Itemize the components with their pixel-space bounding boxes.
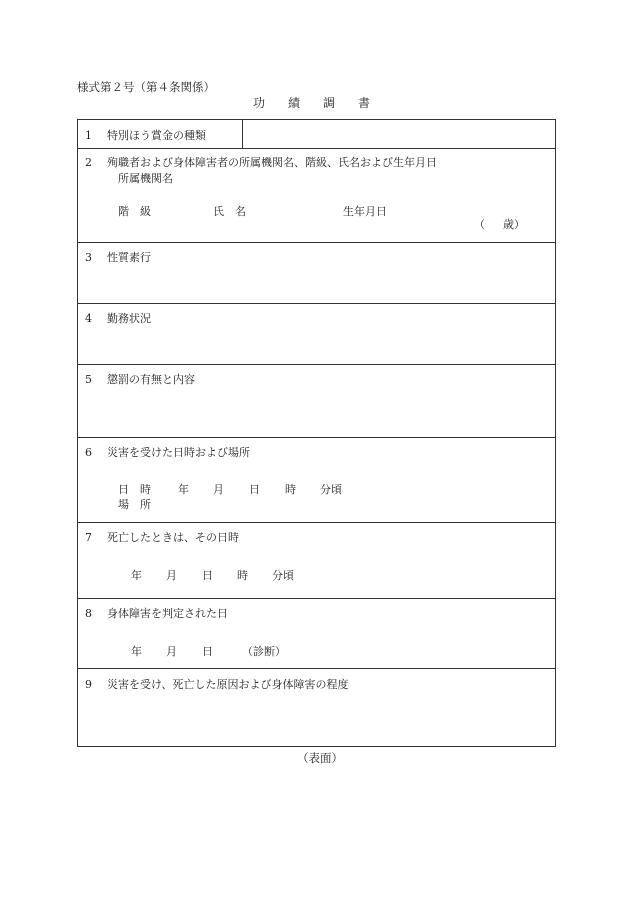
row-number: 5 bbox=[85, 373, 92, 386]
row-divider bbox=[77, 437, 556, 438]
death-minute-unit: 分頃 bbox=[272, 569, 294, 582]
birthdate-label: 生年月日 bbox=[343, 205, 387, 218]
row-title: 特別ほう賞金の種類 bbox=[107, 129, 206, 142]
row-divider bbox=[77, 668, 556, 669]
row-8-label bbox=[85, 607, 228, 620]
incident-datetime-label: 日 時 bbox=[118, 483, 151, 496]
row-title: 殉職者および身体障害者の所属機関名、階級、氏名および生年月日 bbox=[107, 156, 437, 169]
death-hour-unit: 時 bbox=[237, 569, 248, 582]
row-1-label bbox=[85, 129, 206, 142]
incident-day-unit: 日 bbox=[249, 483, 260, 496]
title-char: 功 bbox=[253, 96, 266, 110]
row-number: 1 bbox=[85, 129, 92, 142]
row-number: 3 bbox=[85, 251, 92, 264]
incident-year-unit: 年 bbox=[178, 483, 189, 496]
incident-hour-unit: 時 bbox=[285, 483, 296, 496]
diagnosis-label: （診断） bbox=[242, 645, 286, 658]
row-4-label bbox=[85, 312, 151, 325]
row-6-label bbox=[85, 446, 250, 459]
document-title bbox=[253, 97, 370, 110]
form-number: 様式第２号（第４条関係） bbox=[77, 80, 215, 94]
row-divider bbox=[77, 522, 556, 523]
award-type-field[interactable] bbox=[244, 121, 555, 147]
title-char: 書 bbox=[358, 96, 371, 110]
row-divider bbox=[77, 303, 556, 304]
row-2-label bbox=[85, 156, 437, 169]
row-number: 7 bbox=[85, 531, 92, 544]
row-5-label bbox=[85, 373, 195, 386]
incident-month-unit: 月 bbox=[213, 483, 224, 496]
row-title: 身体障害を判定された日 bbox=[107, 607, 228, 620]
row-divider bbox=[77, 598, 556, 599]
row-3-label bbox=[85, 251, 151, 264]
row-title: 死亡したときは、その日時 bbox=[107, 531, 239, 544]
death-month-unit: 月 bbox=[166, 569, 177, 582]
death-day-unit: 日 bbox=[202, 569, 213, 582]
disability-month-unit: 月 bbox=[166, 645, 177, 658]
incident-minute-unit: 分頃 bbox=[320, 483, 342, 496]
row-title: 懲罰の有無と内容 bbox=[107, 373, 195, 386]
death-year-unit: 年 bbox=[131, 569, 142, 582]
affiliation-label: 所属機関名 bbox=[118, 172, 173, 185]
row-divider bbox=[77, 364, 556, 365]
row-9-label bbox=[85, 678, 349, 691]
row-number: 8 bbox=[85, 607, 92, 620]
incident-place-label: 場 所 bbox=[118, 498, 151, 511]
row-number: 9 bbox=[85, 678, 92, 691]
disability-day-unit: 日 bbox=[202, 645, 213, 658]
row-divider bbox=[77, 242, 556, 243]
row-number: 6 bbox=[85, 446, 92, 459]
title-char: 調 bbox=[323, 96, 336, 110]
row-title: 勤務状況 bbox=[107, 312, 151, 325]
row-number: 4 bbox=[85, 312, 92, 325]
row-divider bbox=[77, 148, 556, 149]
row-title: 性質素行 bbox=[107, 251, 151, 264]
row-title: 災害を受けた日時および場所 bbox=[107, 446, 250, 459]
row-7-label bbox=[85, 531, 239, 544]
age-unit: 歳） bbox=[503, 218, 525, 231]
row-title: 災害を受け、死亡した原因および身体障害の程度 bbox=[107, 678, 349, 691]
row1-column-divider bbox=[242, 119, 243, 148]
name-label: 氏 名 bbox=[213, 205, 246, 218]
row-number: 2 bbox=[85, 156, 92, 169]
age-open-paren: （ bbox=[474, 218, 485, 231]
rank-label: 階 級 bbox=[118, 205, 151, 218]
page-side-label: （表面） bbox=[297, 751, 343, 765]
title-char: 績 bbox=[288, 96, 301, 110]
disability-year-unit: 年 bbox=[131, 645, 142, 658]
